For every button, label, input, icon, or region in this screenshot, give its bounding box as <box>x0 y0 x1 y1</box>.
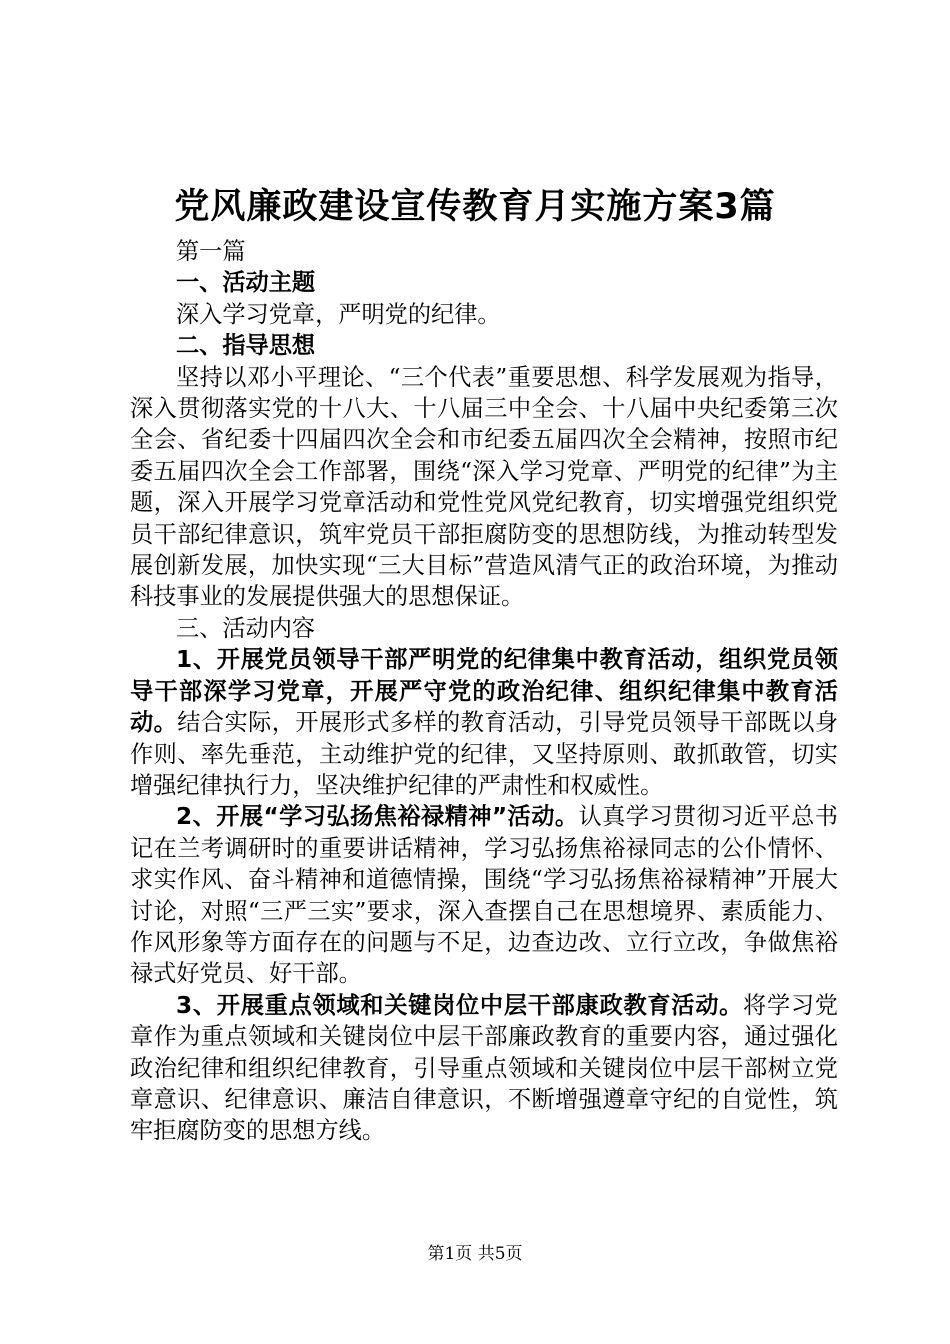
content-item-2-lead: 2、开展“学习弘扬焦裕禄精神”活动。 <box>176 803 579 831</box>
content-item-1-body: 结合实际，开展形式多样的教育活动，引导党员领导干部既以身作则、率先垂范，主动维护党的纪律，又坚持原则、敢抓敢管，切实增强纪律执行力，坚决维护纪律的严肃性和权威性。 <box>130 709 839 799</box>
page-footer: 第1页 共5页 <box>427 1244 523 1264</box>
heading-activity-theme: 一、活动主题 <box>176 269 316 297</box>
content-item-3-body: 将学习党章作为重点领域和关键岗位中层干部廉政教育的重要内容，通过强化政治纪律和组织纪律教育，引导重点领域和关键岗位中层干部树立党章意识、纪律意识、廉洁自律意识，不断增强遵章守纪的自觉性，筑牢拒腐防变的思想方线。 <box>130 991 838 1145</box>
heading-guiding-thought: 二、指导思想 <box>176 332 316 360</box>
guiding-thought-paragraph: 坚持以邓小平理论、“三个代表”重要思想、科学发展观为指导，深入贯彻落实党的十八大、十八届三中全会、十八届中央纪委第三次全会、省纪委十四届四次全会和市纪委五届四次全会精神，按照市纪委五届四次全会工作部署，围绕“深入学习党章、严明党的纪律”为主题，深入开展学习党章活动和党性党风党纪教育，切实增强党组织党员干部纪律意识，筑牢党员干部拒腐防变的思想防线，为推动转型发展创新发展，加快实现“三大目标”营造风清气正的政治环境，为推动科技事业的发展提供强大的思想保证。 <box>130 363 838 611</box>
content-item-2-body: 认真学习贯彻习近平总书记在兰考调研时的重要讲话精神，学习弘扬焦裕禄同志的公仆情怀、求实作风、奋斗精神和道德情操，围绕“学习弘扬焦裕禄精神”开展大讨论，对照“三严三实”要求，深入查摆自己在思想境界、素质能力、作风形象等方面存在的问题与不足，边查边改、立行立改，争做焦裕禄式好党员、好干部。 <box>130 803 838 988</box>
content-item-1 <box>130 644 838 801</box>
content-item-1-lead: 1、开展党员领导干部严明党的纪律集中教育活动，组织党员领导干部深学习党章，开展严守党的政治纪律、组织纪律集中教育活动。 <box>130 646 838 737</box>
document-body <box>130 236 838 1147</box>
content-item-3 <box>130 990 838 1147</box>
content-item-2 <box>130 801 838 989</box>
content-item-3-lead: 3、开展重点领域和关键岗位中层干部康政教育活动。 <box>176 991 744 1019</box>
theme-paragraph: 深入学习党章，严明党的纪律。 <box>176 300 501 328</box>
heading-activity-content: 三、活动内容 <box>176 614 316 642</box>
document-title: 党风廉政建设宣传教育月实施方案3篇 <box>174 187 776 227</box>
section-label: 第一篇 <box>176 238 246 265</box>
